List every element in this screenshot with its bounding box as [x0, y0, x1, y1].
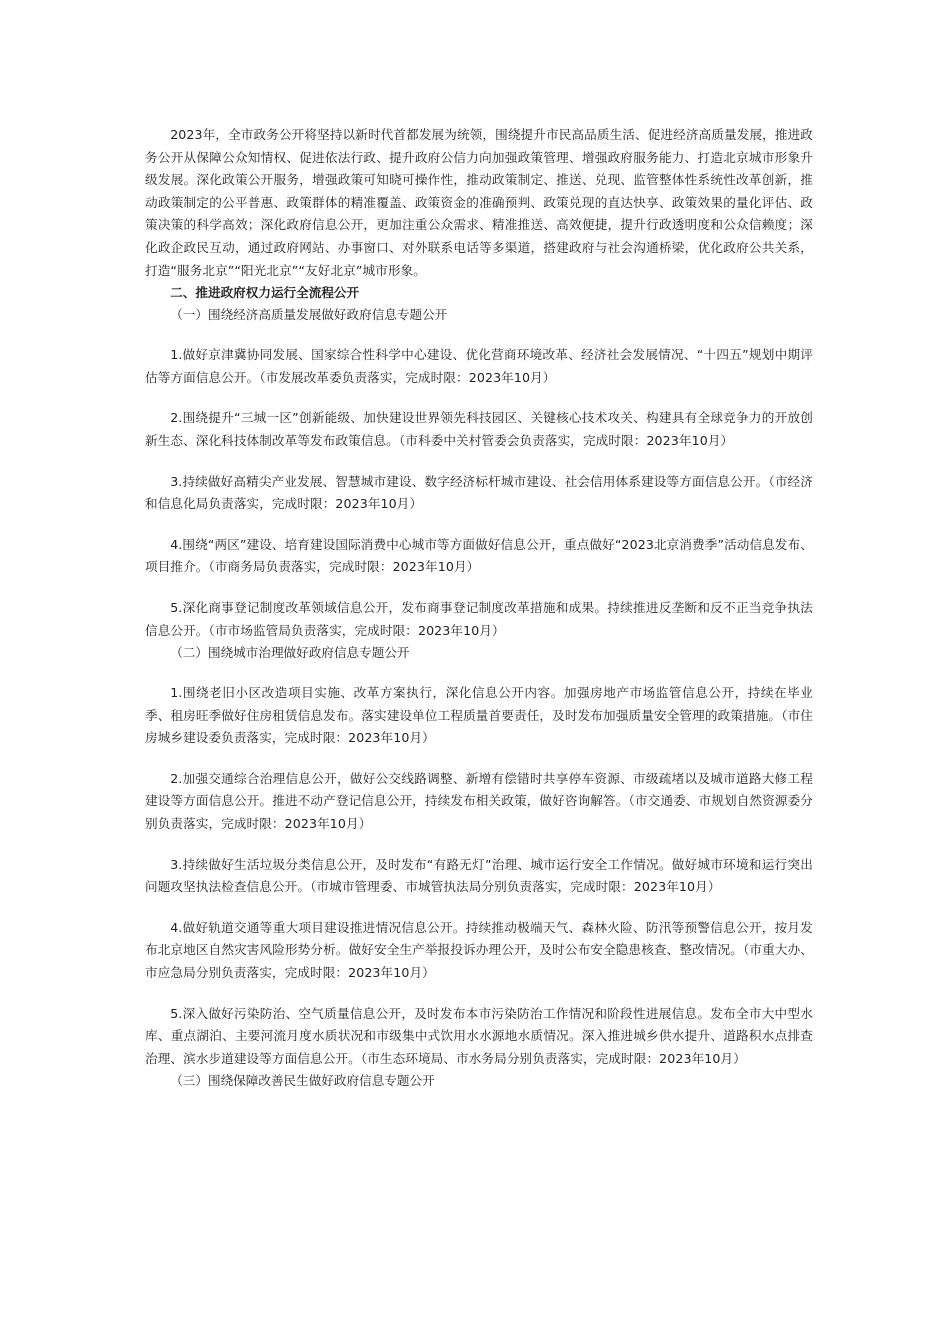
- list-item: 1.做好京津冀协同发展、国家综合性科学中心建设、优化营商环境改革、经济社会发展情况、“十四五”规划中期评估等方面信息公开。（市发展改革委负责落实，完成时限：2023年10月）: [145, 347, 813, 385]
- subsection-title: （一）围绕经济高质量发展做好政府信息专题公开: [170, 307, 448, 323]
- list-item: 5.深化商事登记制度改革领域信息公开，发布商事登记制度改革措施和成果。持续推进反垄断和反不正当竞争执法信息公开。（市市场监管局负责落实，完成时限：2023年10月）: [145, 599, 813, 638]
- list-item: 1.围绕老旧小区改造项目实施、改革方案执行，深化信息公开内容。加强房地产市场监管信息公开，持续在毕业季、租房旺季做好住房租赁信息发布。落实建设单位工程质量首要责任，及时发布加强质量安全管理的政策措施。（市住房城乡建设委负责落实，完成时限：2023年10月）: [145, 685, 813, 746]
- list-item: 3.持续做好高精尖产业发展、智慧城市建设、数字经济标杆城市建设、社会信用体系建设等方面信息公开。（市经济和信息化局负责落实，完成时限：2023年10月）: [145, 473, 813, 512]
- list-item: 5.深入做好污染防治、空气质量信息公开，及时发布本市污染防治工作情况和阶段性进展信息。发布全市大中型水库、重点湖泊、主要河流月度水质状况和市级集中式饮用水水源地水质情况。深入推进城乡供水提升、道路积水点排查治理、滨水步道建设等方面信息公开。（市生态环境局、市水务局分别负责落实，完成时限：2023年10月）: [145, 1005, 813, 1066]
- list-item: 4.围绕“两区”建设、培育建设国际消费中心城市等方面做好信息公开，重点做好“2023北京消费季”活动信息发布、项目推介。（市商务局负责落实，完成时限：2023年10月）: [145, 536, 813, 575]
- subsection-title: （二）围绕城市治理做好政府信息专题公开: [170, 645, 410, 661]
- subsection-title: （三）围绕保障改善民生做好政府信息专题公开: [170, 1073, 435, 1089]
- list-item: 2.加强交通综合治理信息公开，做好公交线路调整、新增有偿错时共享停车资源、市级疏堵以及城市道路大修工程建设等方面信息公开。推进不动产登记信息公开，持续发布相关政策，做好咨询解答。（市交通委、市规划自然资源委分别负责落实，完成时限：2023年10月）: [145, 770, 813, 832]
- list-item: 3.持续做好生活垃圾分类信息公开，及时发布“有路无灯”治理、城市运行安全工作情况。做好城市环境和运行突出问题攻坚执法检查信息公开。（市城市管理委、市城管执法局分别负责落实，完成时限：2023年10月）: [145, 856, 813, 895]
- list-item: 2.围绕提升“三城一区”创新能级、加快建设世界领先科技园区、关键核心技术攻关、构建具有全球竞争力的开放创新生态、深化科技体制改革等发布政策信息。（市科委中关村管委会负责落实，完成时限：2023年10月）: [145, 410, 813, 448]
- list-item: 4.做好轨道交通等重大项目建设推进情况信息公开。持续推动极端天气、森林火险、防汛等预警信息公开，按月发布北京地区自然灾害风险形势分析。做好安全生产举报投诉办理公开，及时公布安全隐患核查、整改情况。（市重大办、市应急局分别负责落实，完成时限：2023年10月）: [145, 919, 813, 981]
- intro-paragraph: 2023年，全市政务公开将坚持以新时代首都发展为统领，围绕提升市民高品质生活、促进经济高质量发展，推进政务公开从保障公众知情权、促进依法行政、提升政府公信力向加强政策管理、增强政府服务能力、打造北京城市形象升级发展。深化政策公开服务，增强政策可知晓可操作性，推动政策制定、推送、兑现、监管整体性系统性改革创新，推动政策制定的公平普惠、政策群体的精准覆盖、政策资金的准确预判、政策兑现的直达快享、政策效果的量化评估、政策决策的科学高效；深化政府信息公开，更加注重公众需求、精准推送、高效便捷，提升行政透明度和公众信赖度；深化政企政民互动，通过政府网站、办事窗口、对外联系电话等多渠道，搭建政府与社会沟通桥梁，优化政府公共关系，打造“服务北京”“阳光北京”“友好北京”城市形象。: [145, 127, 813, 278]
- document-page: [145, 124, 813, 1092]
- section-heading: 二、推进政府权力运行全流程公开: [170, 285, 360, 301]
